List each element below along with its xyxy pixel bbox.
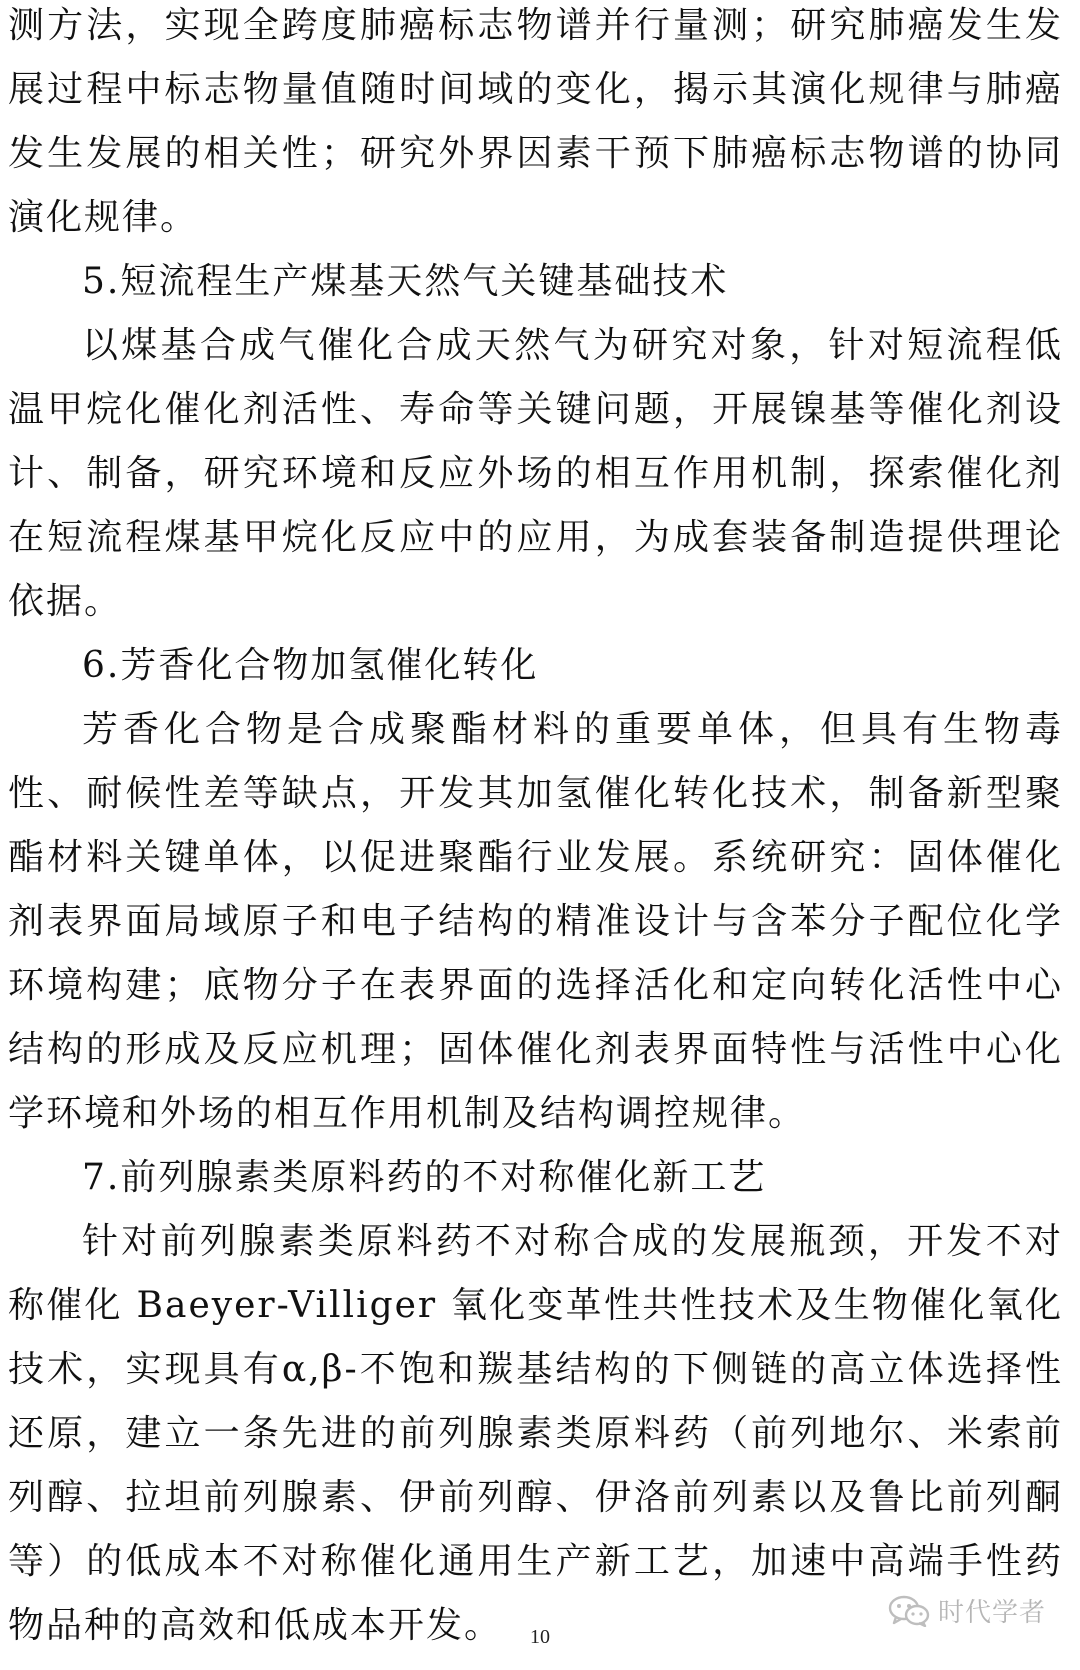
- watermark: [888, 1592, 1046, 1629]
- section-heading-6: 6.芳香化合物加氢催化转化: [82, 645, 539, 686]
- page-number: 10: [530, 1626, 550, 1648]
- watermark-text: 时代学者: [938, 1598, 1047, 1628]
- document-body: [8, 0, 1063, 1658]
- section-heading-5: 5.短流程生产煤基天然气关键基础技术: [82, 261, 729, 302]
- section-heading-7: 7.前列腺素类原料药的不对称催化新工艺: [82, 1157, 767, 1198]
- paragraph-lung-cancer-continued: 测方法，实现全跨度肺癌标志物谱并行量测；研究肺癌发生发展过程中标志物量值随时间域的变化，揭示其演化规律与肺癌发生发展的相关性；研究外界因素干预下肺癌标志物谱的协同演化规律。: [8, 5, 1063, 238]
- paragraph-aromatic-hydrogenation: 芳香化合物是合成聚酯材料的重要单体，但具有生物毒性、耐候性差等缺点，开发其加氢催化转化技术，制备新型聚酯材料关键单体，以促进聚酯行业发展。系统研究：固体催化剂表界面局域原子和电子结构的精准设计与含苯分子配位化学环境构建；底物分子在表界面的选择活化和定向转化活性中心结构的形成及反应机理；固体催化剂表界面特性与活性中心化学环境和外场的相互作用机制及结构调控规律。: [8, 709, 1063, 1134]
- wechat-icon: [888, 1595, 930, 1627]
- paragraph-prostaglandin: 针对前列腺素类原料药不对称合成的发展瓶颈，开发不对称催化 Baeyer-Villiger 氧化变革性共性技术及生物催化氧化技术，实现具有α,β-不饱和羰基结构的下侧链的高立体选择性还原，建立一条先进的前列腺素类原料药（前列地尔、米索前列醇、拉坦前列腺素、伊前列醇、伊洛前列素以及鲁比前列酮等）的低成本不对称催化通用生产新工艺，加速中高端手性药物品种的高效和低成本开发。: [8, 1221, 1063, 1646]
- paragraph-coal-gas: 以煤基合成气催化合成天然气为研究对象，针对短流程低温甲烷化催化剂活性、寿命等关键问题，开展镍基等催化剂设计、制备，研究环境和反应外场的相互作用机制，探索催化剂在短流程煤基甲烷化反应中的应用，为成套装备制造提供理论依据。: [8, 325, 1063, 622]
